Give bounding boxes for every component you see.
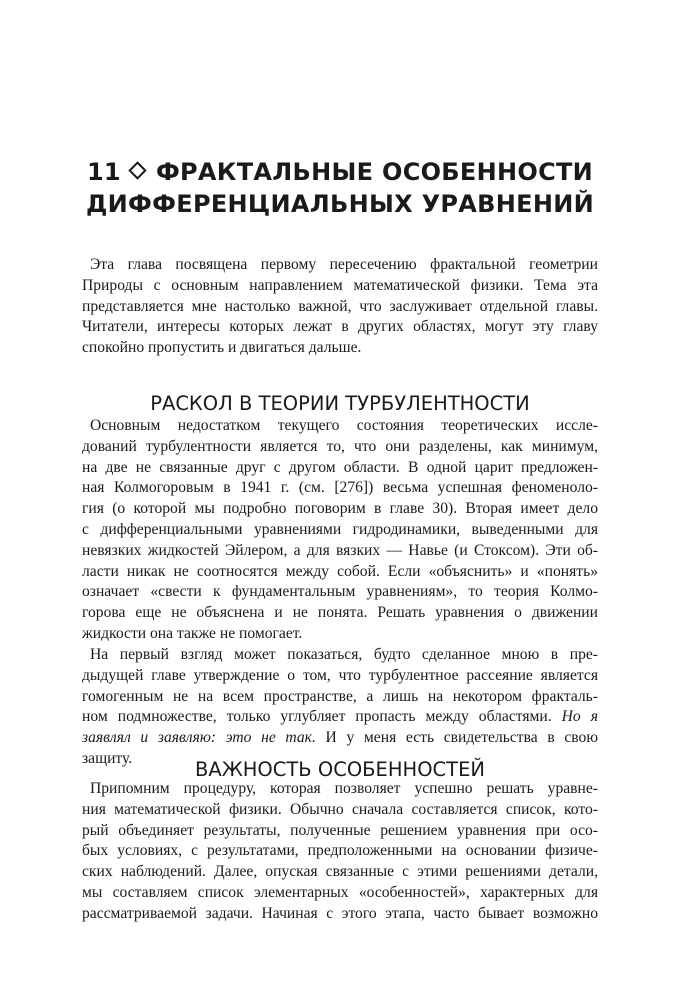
diamond-icon <box>128 161 146 179</box>
text-line: дований турбулентности является то, что они разделены, как минимум, <box>82 437 598 455</box>
text-line: ласти никак не соотносятся между собой. Если «объяснить» и «понять» <box>82 562 598 580</box>
text-line: Основным недостатком текущего состояния теоретических иссле- <box>90 417 598 434</box>
text-line-with-italic <box>82 728 598 749</box>
text-line: представляется мне настолько важной, что заслуживает отдельной главы. <box>82 297 598 315</box>
text-line: спокойно пропустить и двигаться дальше. <box>82 339 362 357</box>
text-line: означает «свести к фундаментальным уравнениям», то теория Колмо- <box>82 583 598 601</box>
chapter-title-line-2: ДИФФЕРЕНЦИАЛЬНЫХ УРАВНЕНИЙ <box>86 190 594 219</box>
text-fragment: И у меня есть свидетельства в свою <box>325 729 598 747</box>
text-line: невязких жидкостей Эйлером, а для вязких — Навье (и Стоксом). Эти об- <box>82 541 598 559</box>
chapter-title-text-1: ФРАКТАЛЬНЫЕ ОСОБЕННОСТИ <box>155 158 594 187</box>
text-line: защиту. <box>82 749 133 767</box>
text-line: жидкости она также не помогает. <box>82 624 303 642</box>
text-line: горова еще не объяснена и не понята. Решать уравнения о движении <box>82 604 598 622</box>
text-line: На первый взгляд может показаться, будто сделанное мною в пре- <box>90 646 598 663</box>
text-line: с дифференциальными уравнениями гидродинамики, выведенными для <box>82 520 598 538</box>
chapter-title <box>82 156 598 220</box>
chapter-number: 11 <box>86 158 121 187</box>
section-title-singularities: ВАЖНОСТЬ ОСОБЕННОСТЕЙ <box>195 758 485 782</box>
text-line: бых условиях, с результатами, предположенными на основании физиче- <box>82 842 598 860</box>
singularities-paragraph <box>82 779 598 925</box>
text-fragment: ном подмножестве, только углубляет пропасть между областями. <box>82 708 552 726</box>
intro-paragraph <box>82 255 598 359</box>
italic-fragment: заявлял и заявляю: это не так. <box>82 729 316 747</box>
italic-fragment: Но я <box>561 708 598 726</box>
text-line: Припомним процедуру, которая позволяет успешно решать уравне- <box>90 780 598 797</box>
text-line: гия (о которой мы подробно поговорим в главе 30). Вторая имеет дело <box>82 500 598 518</box>
text-line: дыдущей главе утверждение о том, что турбулентное рассеяние является <box>82 666 598 684</box>
text-line-with-italic <box>82 707 598 728</box>
chapter-title-line-1 <box>82 156 598 188</box>
text-line: гомогенным не на всем пространстве, а лишь на некотором фракталь- <box>82 687 598 705</box>
section-title-turbulence: РАСКОЛ В ТЕОРИИ ТУРБУЛЕНТНОСТИ <box>150 392 530 416</box>
text-line: ная Колмогоровым в 1941 г. (см. [276]) весьма успешная феноменоло- <box>82 479 598 497</box>
text-line: Эта глава посвящена первому пересечению фрактальной геометрии <box>90 256 598 273</box>
turbulence-paragraph-1 <box>82 416 598 645</box>
text-line: ских наблюдений. Далее, опуская связанные с этими решениями детали, <box>82 863 598 881</box>
turbulence-paragraph-2 <box>82 645 598 770</box>
text-line: рый объединяет результаты, полученные решением уравнения при осо- <box>82 821 598 839</box>
text-line: мы составляем список элементарных «особенностей», характерных для <box>82 883 598 901</box>
text-line: ния математической физики. Обычно сначала составляется список, кото- <box>82 800 598 818</box>
text-line: рассматриваемой задачи. Начиная с этого этапа, часто бывает возможно <box>82 904 598 922</box>
text-line: Читатели, интересы которых лежат в других областях, могут эту главу <box>82 318 598 336</box>
text-line: Природы с основным направлением математической физики. Тема эта <box>82 276 598 294</box>
text-line: на две не связанные друг с другом области. В одной царит предложен- <box>82 458 598 476</box>
